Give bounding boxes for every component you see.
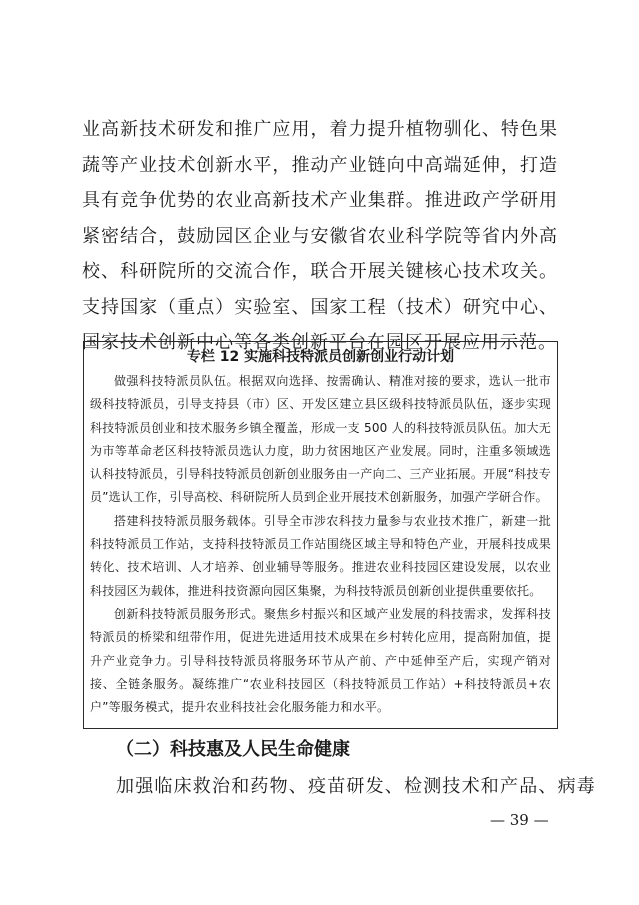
column-box-title: 专栏 12 实施科技特派员创新创业行动计划: [186, 349, 455, 365]
page-number: — 39 —: [490, 811, 549, 829]
column-box-paragraph-3: 创新科技特派员服务形式。聚焦乡村振兴和区域产业发展的科技需求，发挥科技特派员的桥梁和纽带作用，促进先进适用技术成果在乡村转化应用，提高附加值，提升产业竞争力。引导科技特派员将服务环节从产前、产中延伸至产后，实现产销对接、全链条服务。凝练推广“农业科技园区（科技特派员工作站）+科技特派员+农户”等服务模式，提升农业科技社会化服务能力和水平。: [90, 606, 551, 715]
column-box: [83, 341, 558, 729]
section-paragraph: 加强临床救治和药物、疫苗研发、检测技术和产品、病毒: [116, 776, 596, 797]
body-paragraph: 业高新技术研发和推广应用，着力提升植物驯化、特色果蔬等产业技术创新水平，推动产业链向中高端延伸，打造具有竞争优势的农业高新技术产业集群。推进政产学研用紧密结合，鼓励园区企业与安徽省农业科学院等省内外高校、科研院所的交流合作，联合开展关键核心技术攻关。支持国家（重点）实验室、国家工程（技术）研究中心、国家技术创新中心等各类创新平台在园区开展应用示范。: [82, 119, 558, 353]
section-heading: （二）科技惠及人民生命健康: [116, 739, 350, 760]
column-box-paragraph-1: 做强科技特派员队伍。根据双向选择、按需确认、精准对接的要求，选认一批市级科技特派员，引导支持县（市）区、开发区建立县区级科技特派员队伍，逐步实现科技特派员创业和技术服务乡镇全覆盖，形成一支 500 人的科技特派员队伍。加大无为市等革命老区科技特派员选认力度，助力贫困地区产业发展。同时，注重多领域选认科技特派员，引导科技特派员创新创业服务由一产向二、三产业拓展。开展“科技专员”选认工作，引导高校、科研院所人员到企业开展技术创新服务，加强产学研合作。: [90, 374, 551, 505]
column-box-paragraph-2: 搭建科技特派员服务载体。引导全市涉农科技力量参与农业技术推广，新建一批科技特派员工作站，支持科技特派员工作站围绕区域主导和特色产业，开展科技成果转化、技术培训、人才培养、创业辅导等服务。推进农业科技园区建设发展，以农业科技园区为载体，推进科技资源向园区集聚，为科技特派员创新创业提供重要依托。: [90, 513, 551, 598]
